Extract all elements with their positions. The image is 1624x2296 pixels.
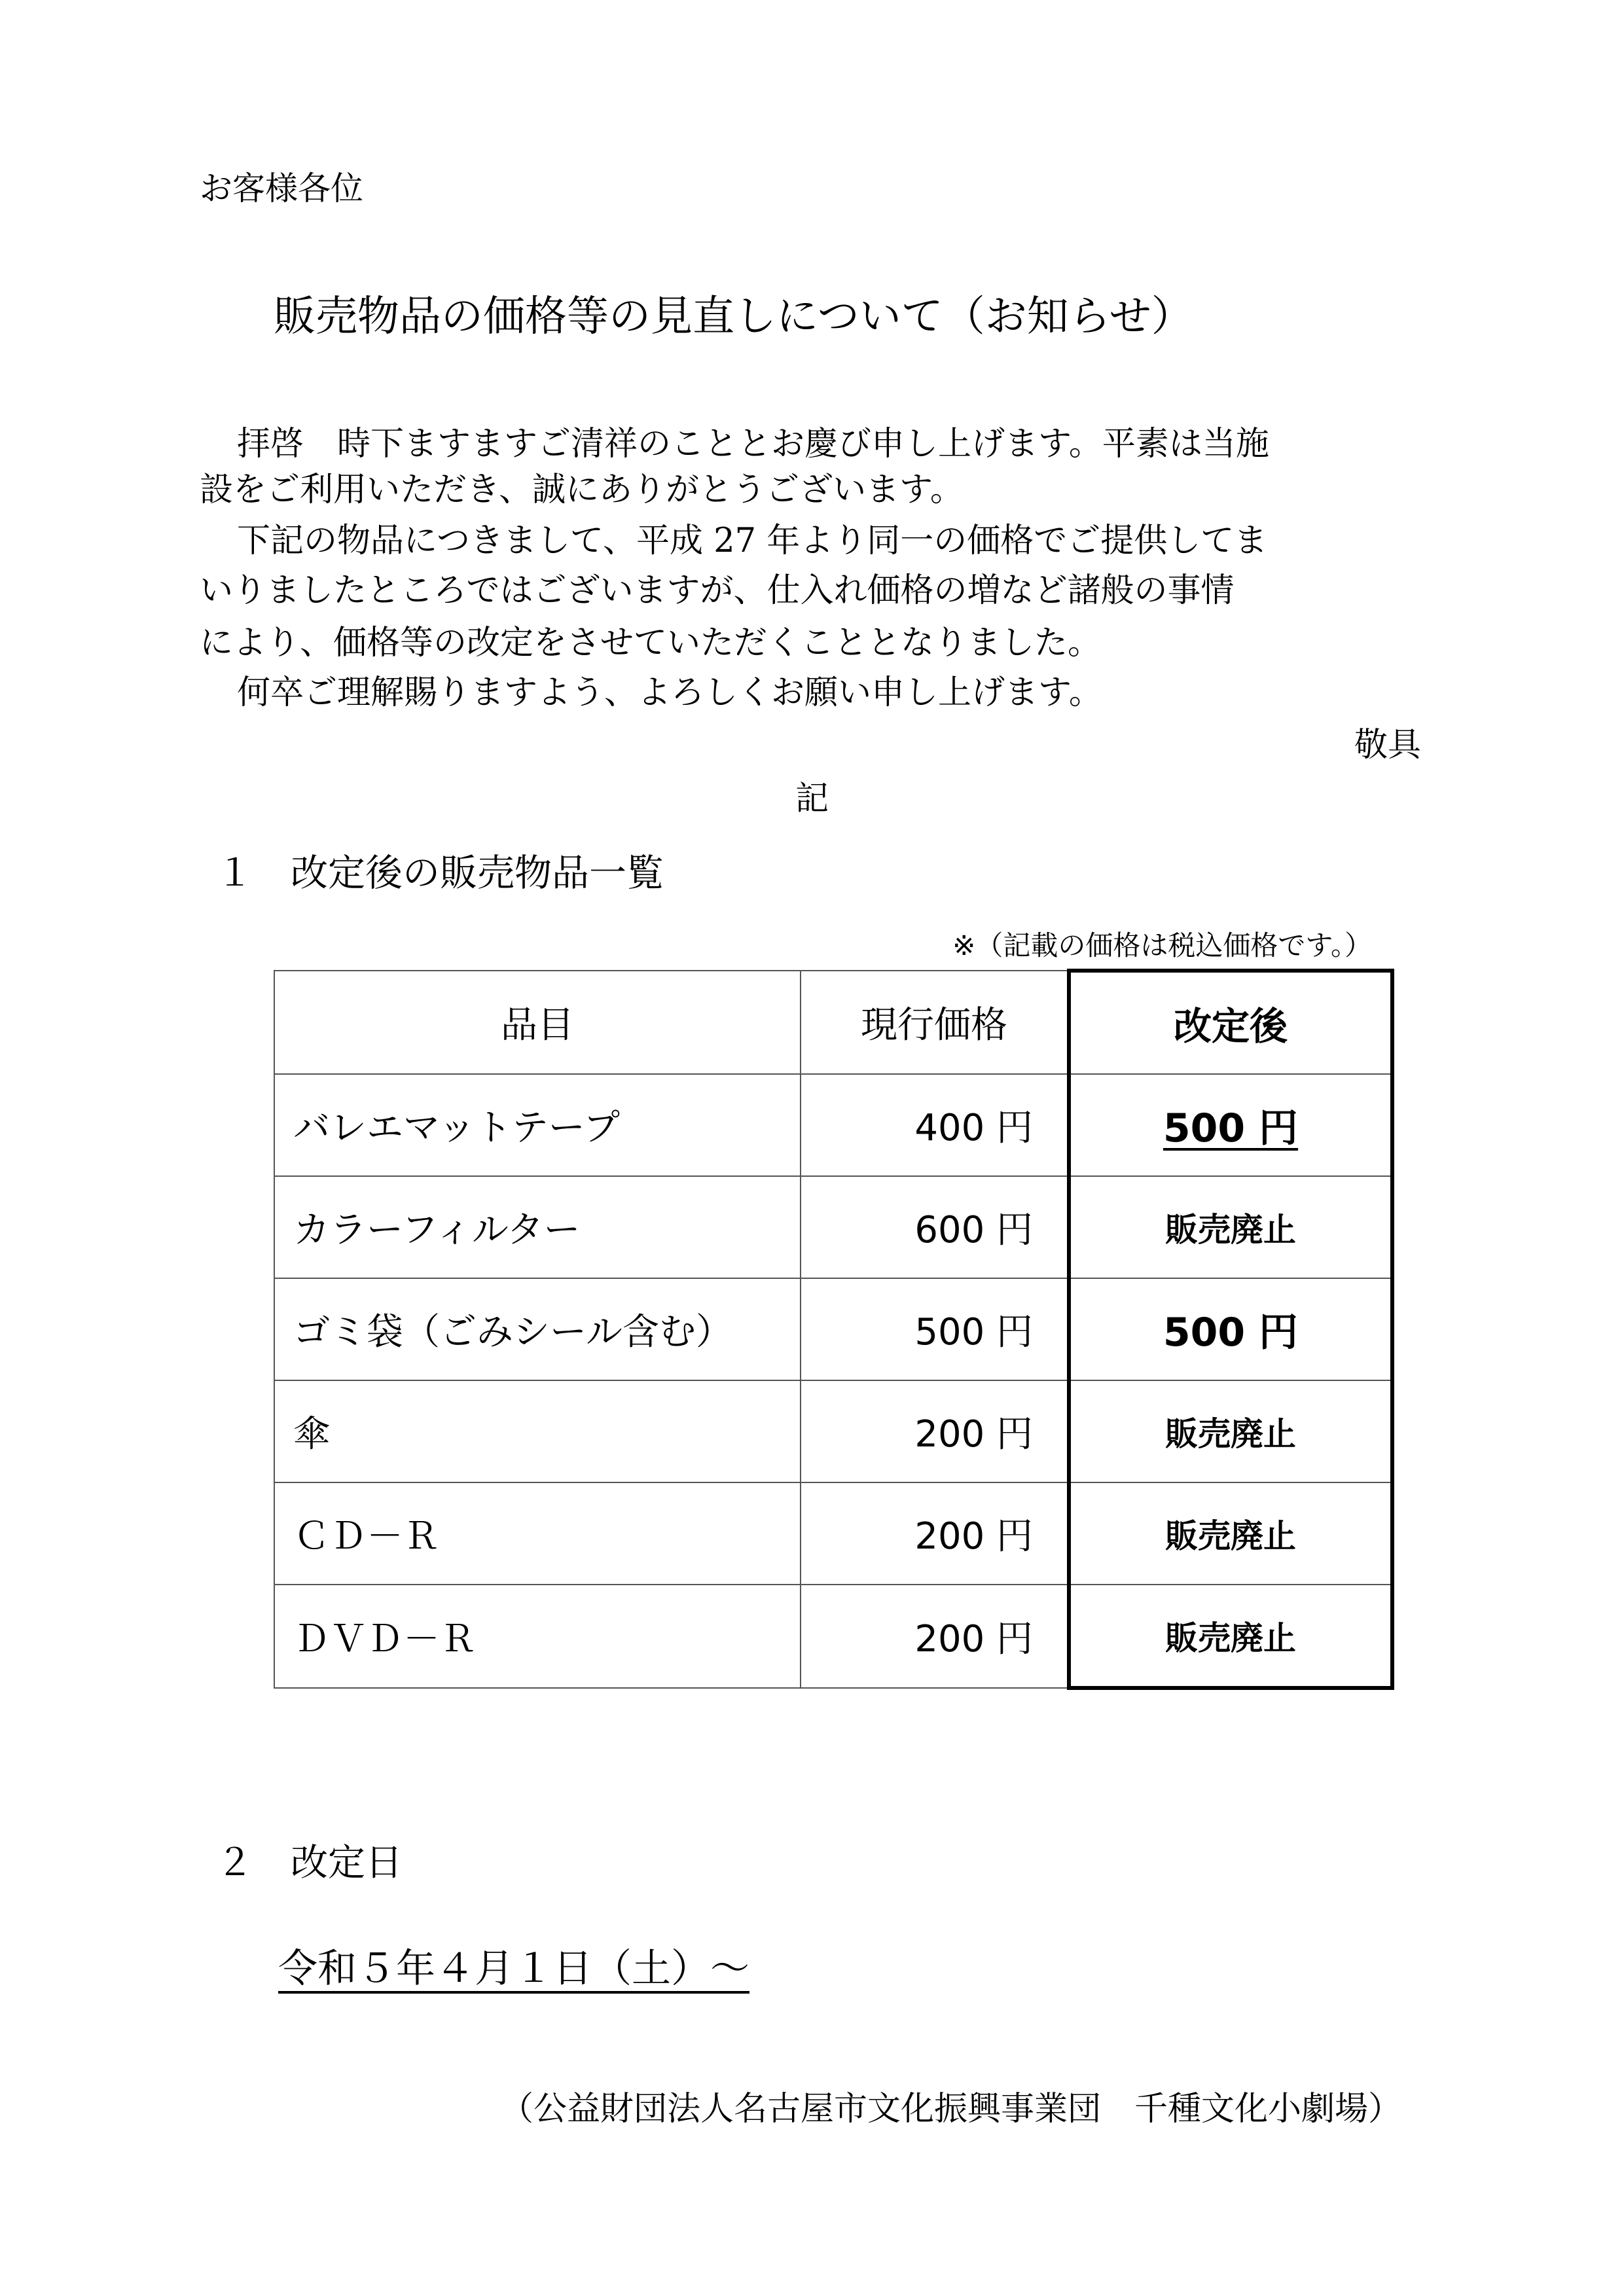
recipient: お客様各位 — [200, 170, 363, 207]
current-price: 400 円 — [801, 1074, 1069, 1176]
body-line: により、価格等の改定をさせていただくこととなりました。 — [200, 624, 1102, 662]
revised-cell — [1069, 1176, 1392, 1278]
revised-cell — [1069, 1482, 1392, 1585]
header-current-price: 現行価格 — [801, 971, 1069, 1074]
table-row — [274, 1176, 1392, 1278]
revised-price: 500 円 — [1163, 1310, 1299, 1355]
issuer: （公益財団法人名古屋市文化振興事業団 千種文化小劇場） — [499, 2090, 1401, 2128]
table-row — [274, 1585, 1392, 1688]
table-row — [274, 1482, 1392, 1585]
document-title: 販売物品の価格等の見直しについて（お知らせ） — [274, 293, 1193, 341]
revised-cell — [1069, 1380, 1392, 1482]
item-name: カラーフィルター — [274, 1176, 801, 1278]
ki-marker: 記 — [795, 780, 829, 818]
table-row — [274, 1380, 1392, 1482]
revised-status: 販売廃止 — [1165, 1415, 1296, 1453]
tax-note: ※（記載の価格は税込価格です。） — [952, 929, 1372, 961]
revised-status: 販売廃止 — [1165, 1619, 1296, 1657]
current-price: 200 円 — [801, 1380, 1069, 1482]
item-name: 傘 — [274, 1380, 801, 1482]
revised-cell — [1069, 1074, 1392, 1176]
item-name: ゴミ袋（ごみシール含む） — [274, 1278, 801, 1380]
table-row — [274, 1074, 1392, 1176]
current-price: 600 円 — [801, 1176, 1069, 1278]
item-name: バレエマットテープ — [274, 1074, 801, 1176]
current-price: 500 円 — [801, 1278, 1069, 1380]
revised-status: 販売廃止 — [1165, 1517, 1296, 1555]
price-table — [274, 969, 1394, 1690]
body-line: 下記の物品につきまして、平成 27 年より同一の価格でご提供してま — [237, 522, 1268, 560]
closing: 敬具 — [1354, 726, 1421, 764]
body-line: いりましたところではございますが、仕入れ価格の増など諸般の事情 — [200, 571, 1235, 610]
body-line: 設をご利用いただき、誠にありがとうございます。 — [200, 471, 964, 509]
revised-status: 販売廃止 — [1165, 1211, 1296, 1249]
header-revised: 改定後 — [1069, 971, 1392, 1074]
table-row — [274, 1278, 1392, 1380]
header-item: 品目 — [274, 971, 801, 1074]
revised-price: 500 円 — [1163, 1105, 1299, 1151]
revision-date: 令和５年４月１日（土）～ — [278, 1946, 749, 1992]
section1-heading: １ 改定後の販売物品一覧 — [216, 852, 664, 895]
current-price: 200 円 — [801, 1482, 1069, 1585]
item-name: ＣＤ－Ｒ — [274, 1482, 801, 1585]
revised-cell — [1069, 1278, 1392, 1380]
body-line: 何卒ご理解賜りますよう、よろしくお願い申し上げます。 — [237, 673, 1102, 712]
current-price: 200 円 — [801, 1585, 1069, 1688]
item-name: ＤＶＤ－Ｒ — [274, 1585, 801, 1688]
revised-cell — [1069, 1585, 1392, 1688]
table-header-row — [274, 971, 1392, 1074]
section2-heading: ２ 改定日 — [216, 1841, 403, 1884]
body-line: 拝啓 時下ますますご清祥のこととお慶び申し上げます。平素は当施 — [237, 425, 1269, 463]
